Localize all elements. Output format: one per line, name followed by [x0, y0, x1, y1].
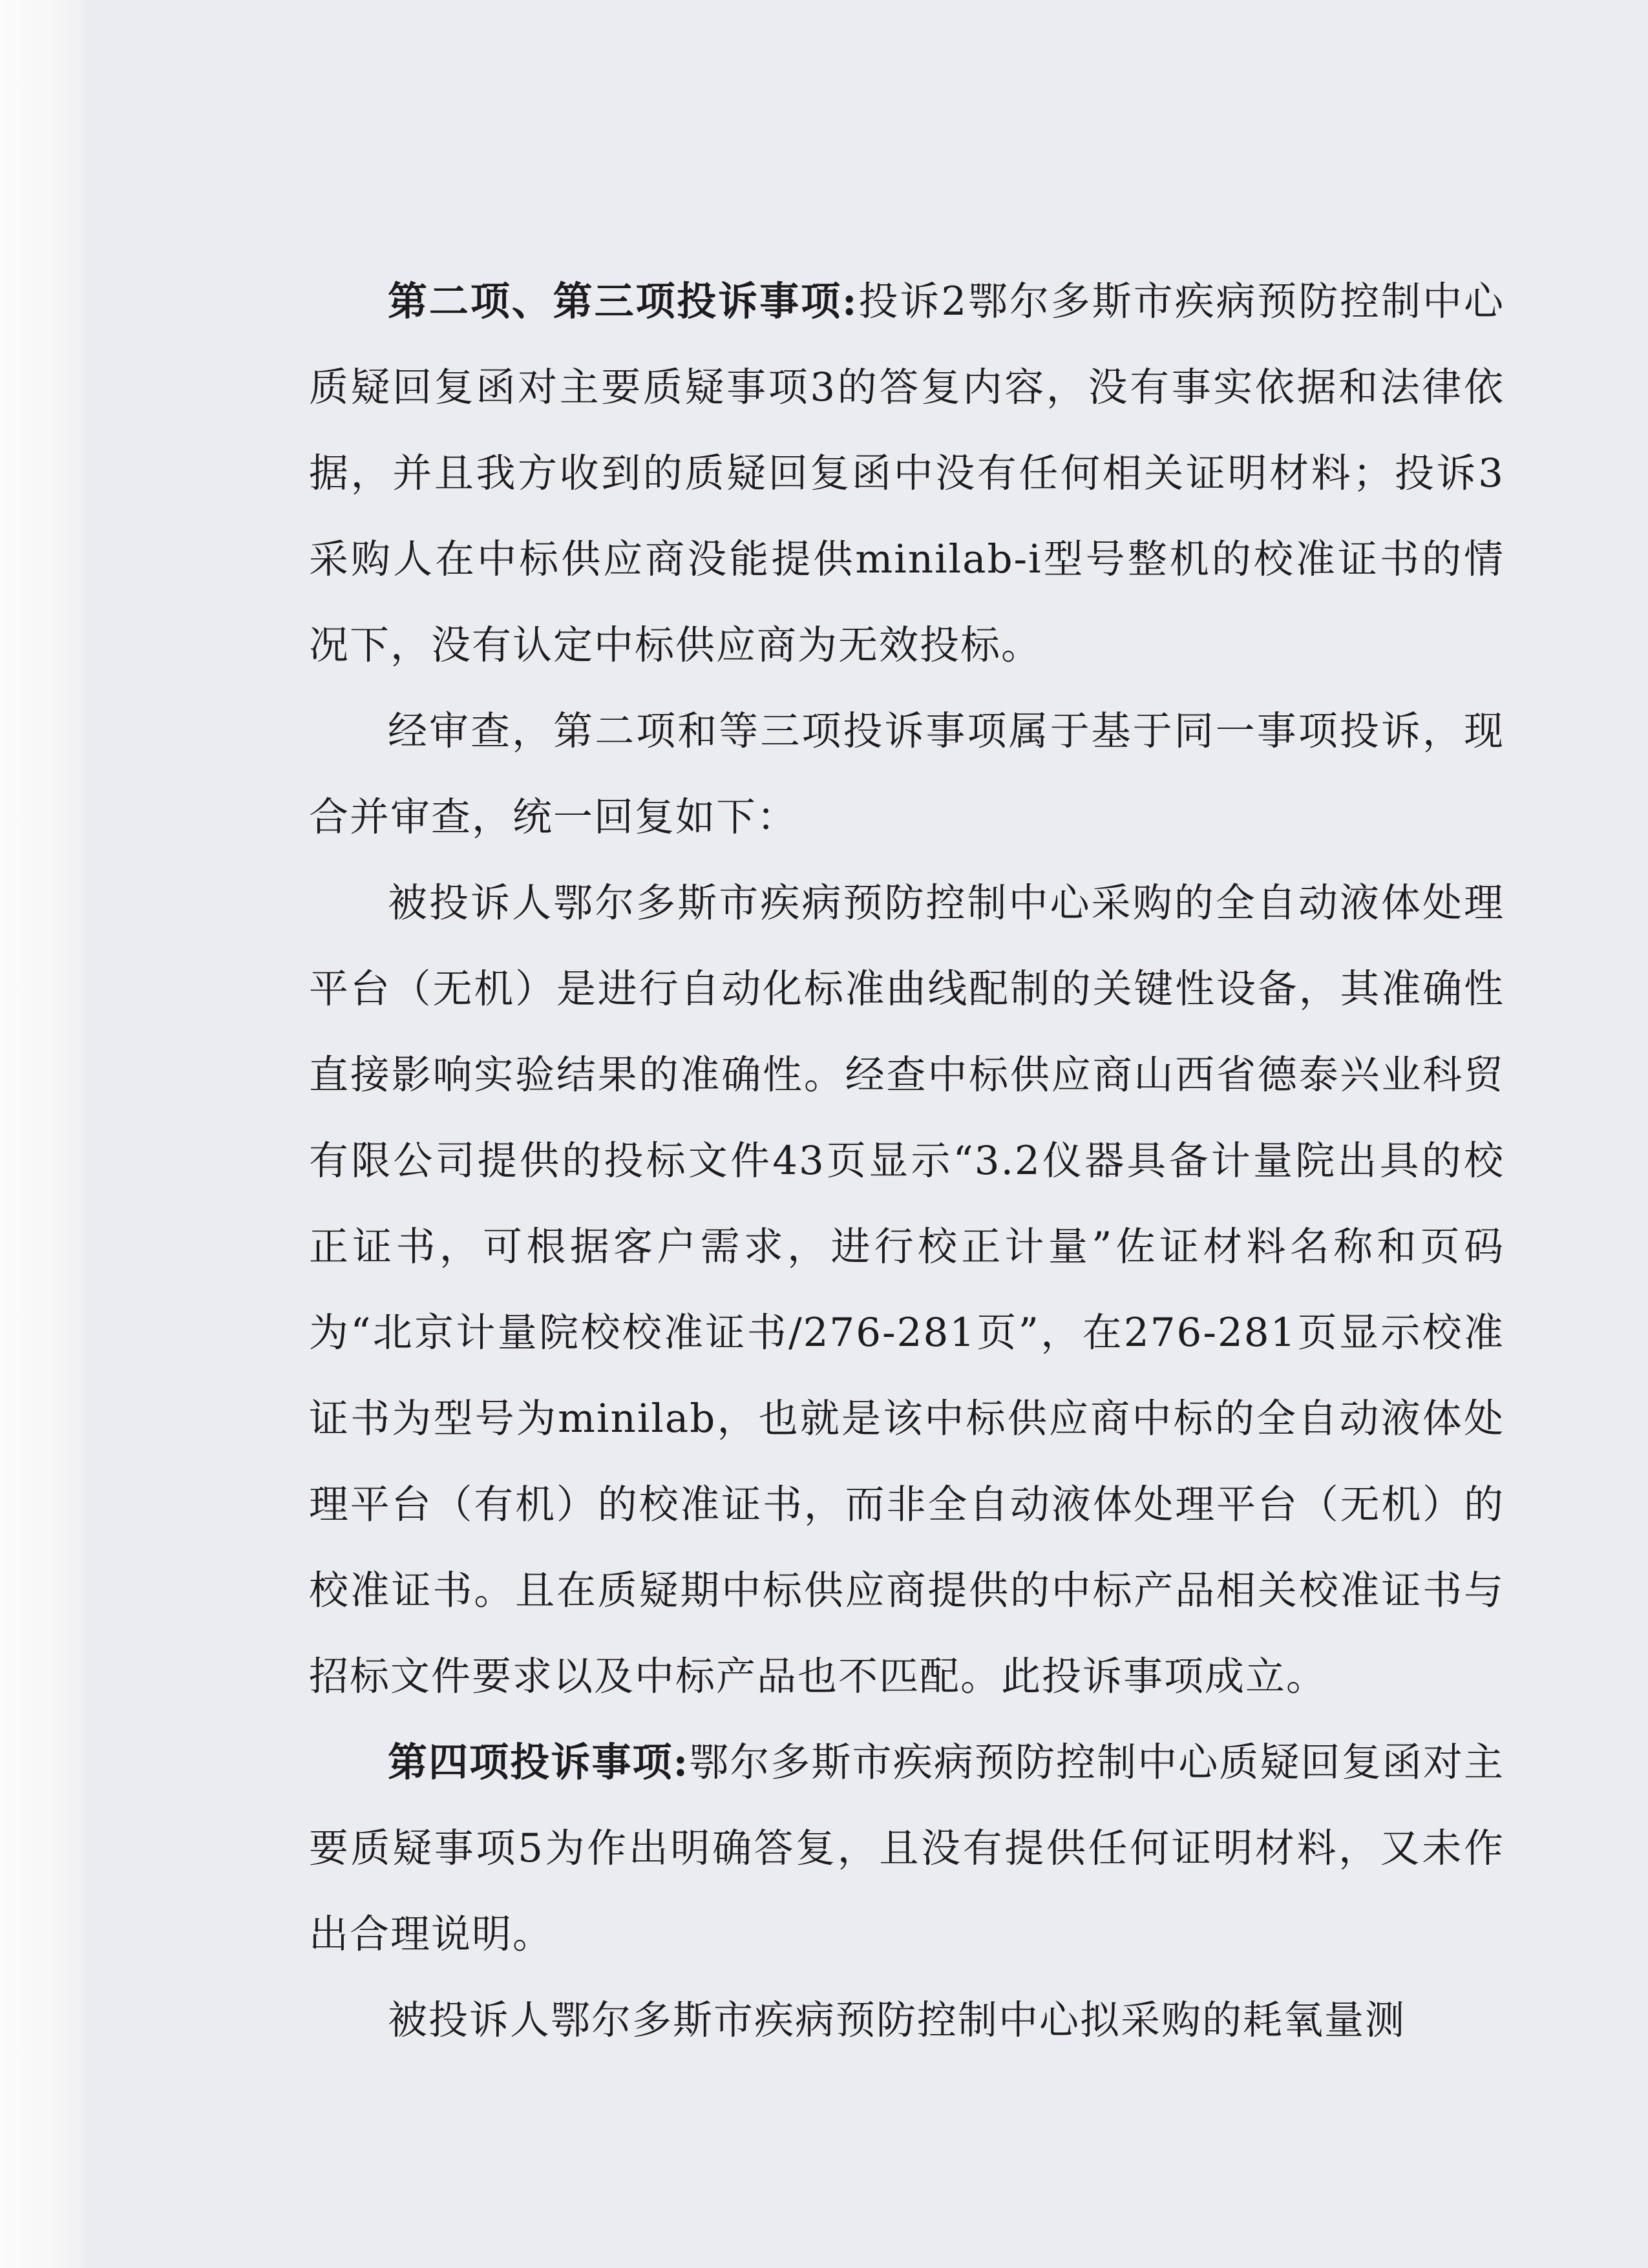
paragraph-review-detail	[309, 860, 1505, 1719]
paragraph-complaint-4	[309, 1719, 1505, 1977]
paragraph-continuation	[309, 1977, 1505, 2063]
paragraph-review-summary	[309, 688, 1505, 860]
paragraph-text: 经审查，第二项和等三项投诉事项属于基于同一事项投诉，现合并审查，统一回复如下：	[309, 708, 1505, 840]
paragraph-heading: 第二项、第三项投诉事项:	[388, 278, 858, 324]
paragraph-complaints-2-3	[309, 258, 1505, 688]
document-body	[309, 258, 1505, 2063]
paragraph-text: 鄂尔多斯市疾病预防控制中心质疑回复函对主要质疑事项5为作出明确答复，且没有提供任何证明材料，又未作出合理说明。	[309, 1739, 1505, 1957]
paragraph-text: 投诉2鄂尔多斯市疾病预防控制中心质疑回复函对主要质疑事项3的答复内容，没有事实依据和法律依据，并且我方收到的质疑回复函中没有任何相关证明材料；投诉3采购人在中标供应商没能提供minilab-i型号整机的校准证书的情况下，没有认定中标供应商为无效投标。	[309, 278, 1505, 668]
paragraph-text: 被投诉人鄂尔多斯市疾病预防控制中心采购的全自动液体处理平台（无机）是进行自动化标准曲线配制的关键性设备，其准确性直接影响实验结果的准确性。经查中标供应商山西省德泰兴业科贸有限公司提供的投标文件43页显示“3.2仪器具备计量院出具的校正证书，可根据客户需求，进行校正计量”佐证材料名称和页码为“北京计量院校校准证书/276-281页”，在276-281页显示校准证书为型号为minilab，也就是该中标供应商中标的全自动液体处理平台（有机）的校准证书，而非全自动液体处理平台（无机）的校准证书。且在质疑期中标供应商提供的中标产品相关校准证书与招标文件要求以及中标产品也不匹配。此投诉事项成立。	[309, 880, 1505, 1699]
scan-margin	[0, 0, 84, 2268]
paragraph-heading: 第四项投诉事项:	[388, 1739, 690, 1785]
paragraph-text: 被投诉人鄂尔多斯市疾病预防控制中心拟采购的耗氧量测	[388, 1997, 1406, 2043]
